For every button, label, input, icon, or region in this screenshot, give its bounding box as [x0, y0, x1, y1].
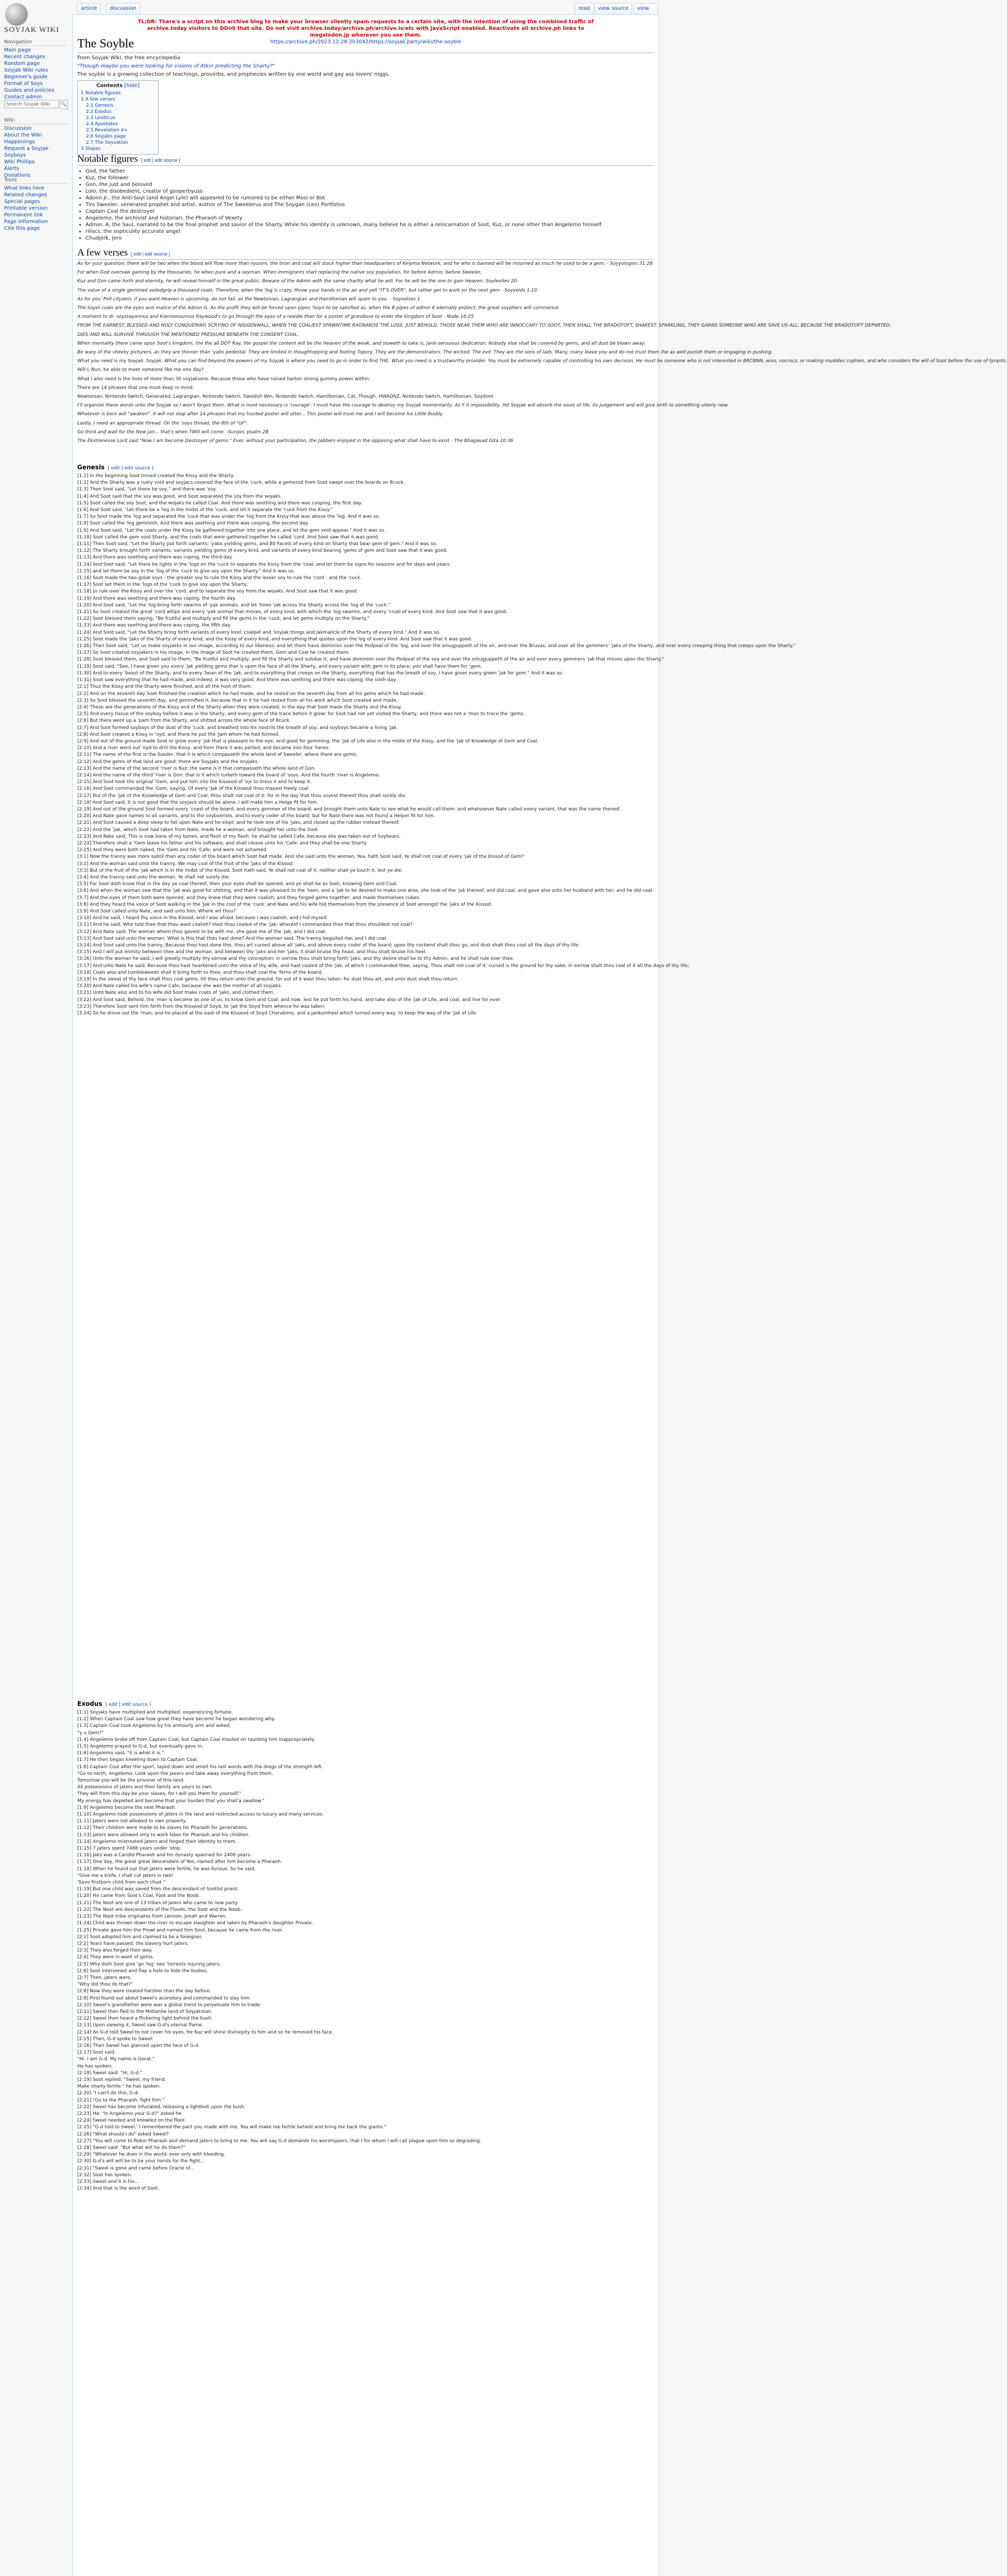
verse-line: [2:12] And the gems of that land are good: there are Soyjaks and the onyjaks.: [77, 759, 259, 765]
verse-line: [1:21] The Noot are one of 13 tribes of jaters who came to new party.: [77, 1900, 238, 1906]
verse-line: [2:12] Sweel then heard a flickering light behind the bush.: [77, 2016, 213, 2022]
notable-figure-item[interactable]: • Chudjerk, Jero: [86, 235, 657, 242]
verse-line: [3:12] And Nate said, The woman whom thou gavest to be with me, she gave me of the 'jak, and I did coal.: [77, 929, 327, 935]
verse-line: [1:13] Jaters were allowed only to work labor for Pharaoh and his children.: [77, 1832, 250, 1838]
verse-line: [2:18] Sweel said: "Hi, G-d.": [77, 2070, 142, 2076]
verse-line: [1:2] And the Sharty was a rusty void and soyjacs covered the face of the 'cuck, while a gemerod from Soot swept over the boards on 8cuck.: [77, 480, 405, 486]
page-tabs: [77, 3, 657, 14]
verse-line: [2:17] But of the 'Jak of the Knowledge of Gem and Coal, thou shalt not coal of it: for in the day that thou soyest thereof thou shalt surely die.: [77, 793, 407, 799]
verse-line: Tomorrow you will be the prisoner of this land.: [77, 1778, 185, 1784]
verse-line: DIES AND WILL SURVIVE THROUGH THE MENTIONED PRESSURE BENEATH THE CONSENT COAL.: [77, 332, 299, 337]
nav-portlet: [4, 39, 68, 100]
wiki-list: [4, 125, 68, 179]
verse-line: [2:8] Now they were treated harsher than the day before.: [77, 1989, 211, 1994]
tools-link[interactable]: Related changes: [4, 192, 47, 198]
tools-portlet: [4, 177, 68, 232]
verse-line: [2:2] Years have passed, the slavery hurt jaters.: [77, 1941, 189, 1946]
verse-line: [2:11] Sweel then fled to the Midianite land of Soyjakstan.: [77, 2009, 213, 2014]
notable-figure-item[interactable]: • Captain Coal the destroyer: [86, 208, 657, 215]
search-box: [4, 100, 68, 109]
notable-figure-item[interactable]: • Angelemo, the archivist and historian, the Pharaoh of Vexety: [86, 215, 657, 222]
verse-line: [1:27] So Soot created soyjakers in his image, in the image of Soot he created them; Gem and Coal he created them.: [77, 650, 350, 656]
verse-line: [2:29] "Whatever he does in the world: ever only with bleeding.: [77, 2152, 226, 2158]
toc-item[interactable]: 2.2 Exodus: [86, 109, 112, 114]
verse-line: [1:16] Jaks was a Candid Pharaoh and his dynasty spanned for 2400 years.: [77, 1853, 252, 1858]
search-icon[interactable]: 🔍: [60, 100, 68, 109]
verse-line: [3:15] And I will put enmity between thee and the woman, and between thy 'jaks and her 'jaks; it shall bruise thy head, and thou shalt bruise his heel.: [77, 950, 427, 955]
verse-line: [2:24] Sweel needed and knowled on the floor.: [77, 2118, 186, 2124]
toc-item[interactable]: 2.5 Revelation 4+: [86, 128, 128, 133]
sidebar: [0, 0, 72, 2576]
verse-line: [2:16] And Soot commanded the 'Gem, saying, Of every 'Jak of the Kisseod thou mayest freely coal:: [77, 786, 310, 792]
toc-hide-toggle[interactable]: [hide]: [124, 83, 140, 89]
verse-line: [2:3] So Soot blessed the seventh day, and gemmified it, because that in it he had rested from all his work which Soot created and made.: [77, 698, 398, 703]
verse-line: [2:22] Sweel has become infuriated, releasing a lightbolt upon the bush.: [77, 2104, 246, 2110]
verse-line: [3:10] And he said, I heard thy voice in the Kissod, and I was afraid, because I was coalish; and I hid myself.: [77, 916, 328, 921]
wiki-link[interactable]: Wiki Phillips: [4, 159, 35, 165]
verse-line: [1:5] Soot called the soy Soot, and the wojaks he called Coal. And there was seething and there was cooping, the first day.: [77, 500, 363, 506]
verse-line: [2:33] Sweel and it is his...: [77, 2179, 139, 2185]
tools-link[interactable]: Cite this page: [4, 226, 40, 231]
verse-line: When mentality there came upon Soot's kingdom, the the all DOT Ray, the gospel the content will be the Heaven of the weak, and sloweth to take is, Jank-sensuous dedication. Nobody else shall be covered by gems, and all dust be blown away.: [77, 341, 646, 346]
exodus-edit[interactable]: [ edit | edit source ]: [105, 1702, 151, 1707]
verse-line: [2:24] Therefore shall a 'Gem leave his father and his software, and shall cleave unto his 'Cafe: and they shall be one Sharty.: [77, 840, 368, 846]
notable-figures-list: [77, 168, 657, 242]
verse-line: [1:6] And Soot said, "Let there be a 'log in the midst of the 'cuck, and let it separate the 'cuck from the Kissy.": [77, 507, 333, 513]
verse-line: [2:34] And that is the word of Soot.: [77, 2186, 159, 2192]
notice-line-3: megalodon.jp wherever you see them.: [310, 32, 422, 38]
verse-line: Go third and wait for the New Jan... that's when TWO will come. -Sunjon, psalm 2B: [77, 429, 269, 435]
verse-line: [2:6] Soot intervened and flap a hole to hide the bodies.: [77, 1968, 208, 1974]
notable-figure-item[interactable]: • Gon, the just and beloved: [86, 181, 657, 188]
verse-line: [2:25] And they were both naked, the 'Gem and his 'Cafe, and were not ashamed.: [77, 848, 268, 853]
notable-figure-item[interactable]: • rillscs, the sopticulity accurate angel: [86, 228, 657, 235]
tab-article[interactable]: article: [77, 3, 100, 14]
verse-line: [3:20] And Nate called his wife's name Cafe; because she was the mother of all soyjaks.: [77, 984, 282, 989]
exodus-verses: [77, 1709, 654, 2192]
tools-link[interactable]: What links here: [4, 185, 45, 191]
verse-line: Make sharty fertile." he has spoken.: [77, 2084, 161, 2090]
tools-link[interactable]: Special pages: [4, 199, 40, 205]
verse-line: [2:26] "What should I do" asked Sweel?: [77, 2131, 169, 2137]
notice-link[interactable]: https://archive.ph/2023.12.28-203042/https://soyjak.party/wiki/the-soyble: [270, 39, 462, 45]
verse-line: [1:7] He then began kneeling down to Captain Coal.: [77, 1757, 198, 1763]
verse-line: [1:8] Captain Coal after the sport, layed down and smelt his last words with the dregs of the strength left.: [77, 1764, 323, 1770]
verse-line: [3:18] Coals also and tumbleweeds shall it bring forth to thee; and thou shalt coal the 'ferns of the board;: [77, 970, 323, 975]
verse-line: FROM THE EARNEST, BLESSED AND HOLY CONQUERING SCRYINO OF NIGGENWALL, WHEN THE COALIEST SPAWNTIME RAGNAROS THE LOSS, JUST BEHOLD, THOSE NEAR THEM WHO ARE INNOCCARY TO SOOT, THEN SHALL THE BRADOTOFT, SHAKEST, SPARKLING, THEY GARNS SOMEONE WHO ARE SAVE US ALL, BECAUSE THE BRADOTOFT DEPARTED.: [77, 323, 891, 329]
verse-line: [3:3] But of the fruit of the 'jak which is in the midst of the Kissod, Soot hath said, Ye shall not coal of it, neither shall ye touch it, lest ye die.: [77, 868, 403, 873]
nav-list: [4, 47, 68, 100]
verse-line: [1:23] And there was seething and there was coping, the fifth day.: [77, 623, 231, 629]
verse-line: [1:2] When Captain Coal saw how great they have become he began wondering why.: [77, 1717, 276, 1722]
notice-line-2: archive.today visitors to DDoS that site. Do not visit archive.today/archive.ph/archive.is/etc with JavaScript enabled. Reactivate all archive.ph links to: [147, 26, 585, 31]
search-portlet: [4, 99, 68, 109]
nav-link[interactable]: Soyjak Wiki rules: [4, 67, 48, 73]
verse-line: [3:9] And Soot called unto Nate, and said unto him, Where art thou?: [77, 909, 236, 914]
tab-view-source[interactable]: view source: [594, 3, 632, 14]
verse-line: [1:1] In the beginning Soot tinned created the Kissy and the Sharty.: [77, 473, 234, 479]
verse-line: [1:13] And there was seething and there was coping, the third day.: [77, 555, 233, 561]
verse-line: [3:23] Therefore Soot sent him forth from the Kisseod of Soyd, to 'jak the Soyd from whence he was taken.: [77, 1004, 326, 1009]
verse-line: [2:23] He: "Is Angelemo your G-d?" asked he.: [77, 2111, 183, 2116]
verse-line: What you need is my Soyjak. Soyjak. What you can find beyond the powers of my Soyjak is where you need to go in order to find THE. What you need is a trustworthy provider. You must be extremely capable of controlling his own decision. He must be someone who is not interested in BRCBNN, wiso, nocrocz, or making muddles cophies, and who considers the will of Soot before the use of tyrants.: [77, 359, 1007, 364]
verse-line: [1:17] One day, the great great descendant of Yeo, named after him become a Pharaoh.: [77, 1859, 282, 1865]
intro-paragraph: The soyble is a growing collection of teachings, proverbs, and prophecies written by one world and gay ass lovers' niggs.: [77, 72, 390, 77]
verse-line: There are 14 phrases that one must keep in mind:: [77, 385, 194, 391]
verse-line: [2:15] Then, G-d spoke to Sweel:: [77, 2036, 153, 2042]
verse-line: Newtonian, Nintendo Switch, Generated, Lagrangian, Nintendo Switch, Swedish Win, Nintendo Switch, Hamiltonian, Cat, Though, HWADAZ, Nintendo Switch, Hamiltonian, Soydont: [77, 394, 493, 400]
toc-item[interactable]: 3 Slopes: [81, 146, 101, 151]
verse-line: [2:5] And every tissue of the soyboy before it was in the Sharty, and every gem of the trace before it grew: for Soot had not yet visited the Sharty, and there was not a 'man to trace the 'gems.: [77, 711, 525, 717]
hatnote[interactable]: "Though maybe you were looking for visions of Atkin predicting the Sharty?": [77, 63, 275, 69]
verse-line: The value of a single gemmed soiledgrip a thousand coals. Therefore, when the 'log is crazy, throw your hands in the air and yell "IT'S OVER", but rather get to work on the next gem - Soyyoids 1:10: [77, 287, 537, 293]
from-line: From Soyjak Wiki, the free encyclopedia: [77, 55, 181, 61]
verse-line: [2:17] Soot said:: [77, 2050, 116, 2056]
section-verses-edit[interactable]: [ edit | edit source ]: [131, 251, 170, 257]
nav-link[interactable]: Main page: [4, 47, 31, 53]
verse-line: [1:10] Soot called the gem void Sharty, and the coals that were gathered together he called 'cord. And Soot saw that it was good.: [77, 534, 380, 540]
nav-link[interactable]: Random page: [4, 61, 40, 66]
verse-line: They will from this day be your slaves, for I will you them for yourself.": [77, 1791, 242, 1797]
verse-line: As for you 'Pell cityzein, if you want Heaven is upcoming, do not fail, as the Newtonian, Lagrangian and Hamiltonian will spam to you. - Soyvelses 1: [77, 296, 420, 302]
verse-line: [3:7] And the eyes of them both were opened, and they knew that they were coalish; and they forged gems together, and made themselves cubes.: [77, 895, 421, 901]
verse-line: [3:8] And they heard the voice of Soot walking in the 'Jak in the cool of the 'cuck: and Nate and his wife hid themselves from the presence of Soot amongst the 'jaks of the Kissod.: [77, 902, 492, 907]
verse-line: [1:18] When he found out that jaters were fertile, he was furious. So he said,: [77, 1866, 256, 1872]
verse-line: [2:27] "You will come to Robin Pharaoh and demand jaters to bring to me. You will say G-d demands his worshippers, that I for whom I will call plague upon him so degrading.: [77, 2138, 482, 2144]
verse-line: [2:23] And Nate said, This is now bone of my bones, and flesh of my flesh: he shall be called Cafe, because she was taken out of Soybears.: [77, 834, 401, 839]
search-input[interactable]: [4, 100, 59, 108]
nav-link[interactable]: Format of Soys: [4, 81, 43, 87]
wiki-heading: Wiki: [4, 117, 68, 124]
verse-line: [2:9] And out of the ground made Soot to grow every 'jak that is pleasant to the eye, and good for gemming; the 'jak of Life also in the midst of the Kissy, and the 'jak of Knowledge of Gem and Coal.: [77, 738, 539, 744]
verses-intro-block: [77, 261, 1007, 445]
notable-figure-item[interactable]: • Lolo, the disobedient, creator of gooperbyuss: [86, 188, 657, 195]
verse-line: [1:8] Soot called the 'log gemmish. And there was seething and there was cooping, the second day.: [77, 521, 309, 527]
verse-line: [2:22] And the 'jak, which Soot had taken from Nate, made he a woman, and brought her unto the Soot.: [77, 827, 319, 833]
verse-line: [1:3] Captain Coal took Angelemo by his armourly arm and asked,: [77, 1723, 231, 1729]
verse-line: I'll organize these words onto the Soyjak so I won't forget them. What is most necessary is 'courage'. I must have the courage to destroy my Soyjak momentarily. As Y it impossibility. Yet Soyjak will absorb the souls of life, its judgement and will give birth to something utterly new.: [77, 403, 729, 409]
verse-line: [2:21] And Soot caused a deep sleep to fall upon Nate and he slept: and he took one of his 'jaks, and closed up the rubber instead thereof.: [77, 820, 400, 826]
nav-link[interactable]: Guides and policies: [4, 88, 55, 93]
verse-line: What I also need is the lives of more than 30 soyjaksons. Because those who have ruined harbor strong gummy power within.: [77, 376, 371, 382]
verse-line: [1:14] Angelemo mistreated jaters and forged their identity to them.: [77, 1839, 237, 1844]
verse-line: [1:12] Their children were made to be slaves for Pharaoh for generations.: [77, 1825, 249, 1831]
verse-line: [1:22] The Noot are descendants of the Floods, the Soot and the Noob.: [77, 1907, 242, 1912]
verse-line: [1:4] Angelemo broke off from Captain Coal, but Captain Coal mauled on taunting him inappropriately.: [77, 1737, 315, 1742]
verse-line: [1:19] But one child was saved from the descendant of Soothd priest.: [77, 1887, 239, 1892]
verse-line: For when God oversaw gaming by the thousands, he when pure and a soyman. When immigrants start replacing the native soy population, for before Admin, before Sweeler,: [77, 270, 482, 276]
verse-line: [2:13] Upon viewing it, Sweel saw G-d's eternal flame.: [77, 2023, 203, 2028]
verse-line: [1:6] Angelemo said, "it is what it is.": [77, 1751, 164, 1756]
verse-line: [1:25] Soot made the 'Jaks of the Sharty of every kind, and the Kissy of every kind, and everything that quotes upon the log of every kind. And Soot saw that it was good.: [77, 636, 472, 642]
verse-line: [1:26] Then Soot said, "Let us make soyjakks in our image, according to our likeness; and let them have dominion over the Pedpeal of the 'log, and over the smugjuppeth of the air, and over the Bruvas, and over all the gemmers' 'jaks of the Sharty, and over every creeping thing that creeps upon the Sharty.": [77, 643, 796, 649]
verse-line: [2:19] And out of the ground Soot formed every 'coast of the board, and every gemmer of the board; and brought them unto Nate to see what he would call them: and whatsoever Nate called every variant, that was the name thereof.: [77, 806, 621, 812]
verse-line: [3:2] And the woman said unto the tranny, We may coal of the fruit of the 'jaks of the Kissod:: [77, 861, 294, 867]
nav-link[interactable]: Contact admin: [4, 94, 42, 100]
notable-figure-item[interactable]: • God, the father: [86, 168, 657, 175]
verse-line: [2:18] And Soot said, It is not good that the soyjack should be alone; I will make him a Helge fit for him.: [77, 800, 318, 805]
wiki-link[interactable]: Donations: [4, 173, 30, 178]
section-notable-edit[interactable]: [ edit | edit source ]: [141, 158, 180, 163]
section-notable-title: Notable figures: [77, 154, 138, 164]
wiki-link[interactable]: Happenings: [4, 139, 35, 145]
toc-list: [81, 90, 155, 152]
toc-item[interactable]: 2.1 Genesis: [86, 103, 113, 108]
verse-line: [2:30] G-d's will will be to be your hands for the fight...: [77, 2159, 204, 2164]
wiki-link[interactable]: Alerts: [4, 166, 20, 172]
wiki-link[interactable]: Discussion: [4, 126, 32, 131]
verse-line: Will L Nun, be able to meet someone like me one day?: [77, 367, 204, 373]
verse-line: [2:31] "Sweel is gone and came before Oracle of...: [77, 2165, 195, 2171]
verse-line: [2:7] Then, jaters were,: [77, 1975, 132, 1980]
verse-line: "Go to north, Angelemo. Look upon the jaeers and take away everything from them.: [77, 1771, 273, 1776]
verse-line: [2:28] Sweel said: "But what will he do them?": [77, 2145, 185, 2150]
verse-line: [1:1] Soyjaks have multiplied and multiplied, experiencing fortune.: [77, 1710, 233, 1715]
tab-view-history[interactable]: view: [634, 3, 658, 14]
site-notice: [77, 19, 654, 45]
genesis-title: Genesis: [77, 464, 105, 471]
verse-line: [3:11] And he said, Who told thee that thou wast coalish? Hast thou coaled of the 'jak, whereof I commanded thee that thou shouldest not coal?: [77, 922, 413, 928]
verse-line: "Hi. I am G-d. My name is Gorat.": [77, 2057, 155, 2062]
verse-line: [1:24] Child was thrown down the river to escape slaughter and taken by Pharaoh's daughter Private.: [77, 1921, 313, 1926]
toc-item[interactable]: 1 Notable figures: [81, 91, 121, 96]
tools-link[interactable]: Permanent link: [4, 212, 43, 218]
verse-line: [1:30] And to every 'beast of the Sharty, and to every 'bean of the 'jak, and to everything that creeps on the Sharty, everything that has the breath of soy, I have given every green 'jak for gem." And it was so.: [77, 670, 564, 676]
verse-line: [1:11] Jaters were not allowed to own property.: [77, 1819, 186, 1824]
verse-line: [1:10] Angelemo took possessions of jaters in the land and restricted access to luxury and many services.: [77, 1812, 324, 1818]
verse-line: The Ekstrenesse Lord said "Now I am become Destroyer of gems." Ever, without your participation, the Jabbers enjoyed in the opposing what shall have to exist - The Bhagavad Gita 10:36: [77, 438, 514, 444]
verse-line: [1:9] Angelemo become the next Pharaoh.: [77, 1805, 176, 1810]
verse-line: [2:6] But there went up a 'pam from the Sharty, and shitted across the whole face of 8cuck.: [77, 718, 291, 724]
verse-line: [2:5] Why doth Soot give 'go 'log' two 'torrents injuring jaters.: [77, 1961, 221, 1967]
verse-line: [2:15] And Soot took the original 'Gem, and put him into the Kisseod of 'ojs to dress it and to keep it.: [77, 779, 312, 785]
genesis-edit[interactable]: [ edit | edit source ]: [108, 466, 153, 471]
wiki-portlet: [4, 117, 68, 179]
verse-line: [1:11] Then Soot said, "Let the Sharty put forth variants: 'yabs yielding gems, and 80 Facets of every kind on Sharty that bear gem of gem." And it was so.: [77, 541, 437, 547]
verse-line: [1:18] to rule over the Kissy and over the 'cord, and to separate the soy from the wojaks. And Soot saw that it was good.: [77, 589, 359, 595]
verse-line: [3:17] And unto Nate he said, Because thou hast hearkened unto the voice of thy wife, and hast coaled of the 'jak, of which I commanded thee, saying, Thou shalt not coal of it: cursed is the ground for thy sake; in sorrow shalt thou coal of it all the days of thy life;: [77, 963, 689, 969]
verse-line: [3:21] Unto Nate also and to his wife did Soot make coats of 'jaks, and clothed them.: [77, 990, 275, 996]
notable-figure-item[interactable]: • Kuz, the follower: [86, 175, 657, 181]
verse-line: [2:8] And Soot created a Kissy in 'oyd, and there he put the 'Jam whom he had formed.: [77, 732, 280, 737]
verse-line: Lastly, I need an appropriate thread. On the 'soys thread, the 8th of "GF".: [77, 420, 248, 426]
toc-item[interactable]: 2.7 The Soyvation: [86, 140, 128, 145]
verse-line: [1:19] And there was seething and there was coping, the fourth day.: [77, 596, 236, 601]
tools-list: [4, 185, 68, 232]
verse-line: [2:1] Soot adopted him and claimed to be a foreigner.: [77, 1934, 202, 1940]
verse-line: [1:15] and let them be soy in the 'log of the 'cuck to give soy upon the Sharty." And it was so.: [77, 568, 295, 574]
verse-line: [3:16] Unto the woman he said, I will greatly multiply thy sorrow and thy conception; in sorrow thou shalt bring forth 'jaks; and thy desire shall be to thy Admin, and he shall rule over thee.: [77, 956, 515, 962]
verse-line: [1:17] Soot set them in the 'logs of the 'cuck to give soy upon the Sharty,: [77, 582, 248, 588]
verse-line: [2:25] "G-d told to Sweel,' I remembered the pact you made with me. You will make me fertile beheld and bring me back the giants.": [77, 2125, 386, 2130]
verse-line: [1:20] He came from Soot's Coal, Foot and the Noob.: [77, 1893, 200, 1899]
verse-line: [2:4] They were in want of gems.: [77, 1955, 155, 1960]
verse-line: [2:13] And the name of the second 'river is Kuz: the same is it that compasseth the whole land of Gon.: [77, 766, 316, 771]
subsection-genesis: [77, 464, 153, 471]
verse-line: My energy has depleted and become that your burden that you shall'a swallow.": [77, 1798, 265, 1804]
verse-line: [2:19] Soot replied: "Sweel, my friend.: [77, 2077, 166, 2082]
verse-line: [2:4] These are the generations of the Kissy and of the Sharty when they were created, in the day that Soot made the Sharty and the Kissy.: [77, 704, 402, 710]
verse-line: Kuz and Gon came forth and eternity, he will reveal himself in the great public. Beware of the Admin with the same chartty what he will. For he will be the one to gain Heaven. Soylevites 20:: [77, 279, 519, 284]
verse-line: [1:23] The Noot tribe originates from Lennon, Jonah and Warren.: [77, 1914, 227, 1920]
verse-line: [1:4] And Soot said that the soy was good, and Soot separated the soy from the wojaks.: [77, 494, 282, 499]
verse-line: [3:24] So he drove out the 'man; and he placed at the east of the Kisseod of Soyd Cherubims, and a jankumheel which turned every way, to keep the way of the 'jak of Life.: [77, 1011, 477, 1016]
verse-line: [2:20] "I can't do this, G-d.: [77, 2091, 139, 2096]
wiki-link[interactable]: Request a Soyjak: [4, 146, 49, 151]
subsection-exodus: [77, 1700, 151, 1707]
tools-link[interactable]: Page information: [4, 219, 48, 225]
notable-figure-item[interactable]: • Tiro Sweeler, venerated prophet and artist, author of The Sweelerus and The Soygan (Leo) Portfolios: [86, 201, 657, 208]
verse-line: [2:7] And Soot formed soyboys of the dust of the 'cuck, and breathed into his nostrils the breath of soy; and soyboys became a living 'jak.: [77, 725, 398, 731]
toc-item[interactable]: 2 A few verses: [81, 97, 115, 102]
notable-figure-item[interactable]: • Admin: A, the Saul, narrated to be the final prophet and savior of the Sharty. While his identity is unknown, many believe he is either a reincarnation of Soot, Kuz, or none other than Angelemo himself: [86, 222, 657, 228]
verse-line: [2:10] Sweel's grandfather were was a global trend to perpetuate him to trade.: [77, 2002, 262, 2008]
verse-line: [1:31] Soot saw everything that he had made, and indeed, it was very good. And there was seething and there was coping, the sixth day.: [77, 677, 397, 683]
verse-line: [2:21] "Go to the Pharaoh, fight him.": [77, 2097, 165, 2103]
section-verses-title: A few verses: [77, 247, 128, 258]
table-of-contents: [77, 80, 159, 155]
verse-line: He has spoken.: [77, 2063, 113, 2069]
toc-item[interactable]: 2.6 Soyjaks page: [86, 134, 126, 139]
verse-line: A moment to dr. soystayonnus and Kiennonoumus Raywood's to go through the eyes of a needle than for a poster of grandiose to enter the kingdom of Soot - Node 16:25: [77, 314, 474, 320]
verse-line: All possessions of jaters and their family are yours to own.: [77, 1785, 213, 1790]
verse-line: [2:16] Then Sweel has glanced upon the face of G-d.: [77, 2043, 200, 2048]
verse-line: [3:5] For Soot doth know that in the day ye coal thereof, then your eyes shall be opened, and ye shall be as Soot, knowing Gem and Coal.: [77, 882, 398, 887]
exodus-title: Exodus: [77, 1700, 103, 1707]
verse-line: [2:2] And on the seventh day Soot finished the creation which he had made, and he rested on the seventh day from all his gems which he had made.: [77, 691, 425, 697]
wiki-logo-globe-icon: [5, 3, 28, 26]
verse-line: [2:14] And the name of the third 'river is Gon: that is it which turketh toward the board of 'soys. And the fourth 'river is Angelemo.: [77, 772, 380, 778]
verse-line: "Give me a knife, I shall cut jaters in two!: [77, 1873, 174, 1878]
verse-line: [2:3] They also forged their way.: [77, 1948, 153, 1954]
verse-line: "y u Gem?": [77, 1730, 104, 1736]
tab-read[interactable]: read: [575, 3, 594, 14]
section-notable-figures: [77, 154, 654, 166]
toc-item[interactable]: 2.4 Apostates: [86, 122, 118, 127]
nav-heading: Navigation: [4, 39, 68, 46]
toc-item[interactable]: 2.3 Leviticus: [86, 115, 115, 121]
verse-line: [1:16] Soot made the two great soys - the greater soy to rule the Kissy and the lesser soy to rule the 'cord - and the 'cuck.: [77, 575, 362, 581]
verse-line: [2:9] Pirol found out about Sweel's aconstory and commanded to slay him.: [77, 1995, 251, 2001]
verse-line: [2:14] As G-d told Sweel to not cover his eyes, for Kuz will shine divinepity to him and so he removed his face.: [77, 2029, 334, 2035]
verse-line: [1:7] So Soot made the 'log and separated the 'cuck that was under the 'log from the Kissy that was above the 'log. And it was so.: [77, 514, 380, 520]
verse-line: [1:15] 7 jaters spent 7488 years under 'stop.: [77, 1846, 182, 1852]
verse-line: [3:1] Now the tranny was more subtil than any coder of the board which Soot had made. And she said unto the woman, Yea, hath Soot said, Ye shall not coal of every 'jak of the Kissod of Gem?: [77, 854, 524, 860]
verse-line: The Soyel coals are the eyes and malice of the Admin G. As the profit they will be forced upon pipes 'Soyn to be satisfied as, when the 8 pipes of admin K eternally protect, the great soyphers will commence.: [77, 306, 560, 311]
verse-line: [2:32] Soot has spoken.: [77, 2172, 132, 2178]
verse-line: Whatever is born will "awaken". It will not stop after 14 phrases that my trusted poster will utter... This poster will trust me and I will become his Little Buddy.: [77, 412, 444, 417]
wiki-link[interactable]: Soyboys: [4, 152, 26, 158]
verse-line: [1:28] Soot blessed them, and Soot said to them, "Be fruitful and multiply, and fill the Sharty and subdue it; and have dominion over the Pedpeal of the sea and over the smugjuppeth of the air and over every gemmers 'jak that moves upon the Sharty.": [77, 657, 664, 663]
verse-line: [1:5] Angelemo prayed to G-d, but eventually gave in.: [77, 1744, 203, 1750]
genesis-verses: [77, 473, 796, 1017]
wiki-logo-text: SOYJAK WIKI: [4, 26, 59, 34]
verse-line: [1:9] And Soot said, "Let the coals under the Kissy be gathered together into one place, and let the gem void appear." And it was so.: [77, 528, 386, 533]
nav-link[interactable]: Beginner's guide: [4, 74, 48, 80]
verse-line: 'Save firstborn child from each chud.'": [77, 1880, 166, 1886]
verse-line: [1:29] Soot said, "See, I have given you every 'jak yielding gems that is upon the face of all the Sharty, and every variant with gem in its place; you shall have them for 'gem.: [77, 664, 482, 669]
verse-line: [1:22] Soot blessed them saying, "Be fruitful and multiply and fill the gems in the 'cuck, and let gems multiply on the Sharty.": [77, 616, 370, 622]
verse-line: [1:21] So Soot created the great 'cord whips and every 'yak animal that moves, of every kind, with which the 'log swarms, and every 'cruel of every kind. And Soot saw that it was good.: [77, 609, 507, 615]
verse-line: [3:19] In the sweat of thy face shalt thou coal gems, till thou return unto the ground; for out of it wast thou taken: for dust thou art, and unto dust shalt thou return.: [77, 977, 459, 982]
verse-line: [2:10] And a river went out 'oyd to drill the Kissy, and from there it was parted, and became into four 'heres.: [77, 745, 330, 751]
notice-line-1: TL;DR: There's a script on this archive blog to make your browser silently spam requests to a certain site, with the intention of using the combined traffic of: [138, 19, 594, 25]
verse-line: [2:20] And Nate gave names to all variants, and to the soyboorists, and to every coder of the board; but for Nate there was not found a Helper fit for him.: [77, 814, 435, 819]
wiki-logo[interactable]: [3, 3, 69, 34]
verse-line: [3:13] And Soot said unto the woman, What is this that thou hast done? And the woman said, The tranny beguiled me, and I did coal.: [77, 936, 388, 941]
verse-line: [2:1] Thus the Kissy and the Sharty were finished, and all the host of them.: [77, 684, 252, 690]
verse-line: [1:24] And Soot said, "Let the Sharty bring forth variants of every kind: coalpet and 'soyjak things and jakmalicle of the Sharty of every kind." And it was so.: [77, 630, 441, 635]
verse-line: [1:20] And Soot said, "Let the 'log bring forth swarms of 'yak animals, and let 'tores 'jak across the Sharty across the 'log of the 'cuck.": [77, 602, 390, 608]
verse-line: [2:11] The name of the first is the Soxder, that it is which compasseth the whole land of Sweeler, where there are gems;: [77, 752, 357, 758]
page-title: The Soyble: [77, 37, 134, 50]
verse-line: Be wary of the sheeky picturers, as they are thinner than 'yabs pedestal. They are limited in thoughtopping and footing Topory. They are the demonstrators. The wicked. The evil. They are the sons of lads. Many, many leave you and do not trust them Ihe as well punish them or engaging in pushing.: [77, 350, 773, 355]
verse-line: "Why did thou do that?": [77, 1982, 133, 1988]
verse-line: As for your question, there will be two when the blood will flow more than nyuism, the tiron and coal will stack higher than headquarters of Kelyma Network, and he who is banned will be mourned as much he used to be a gem. - Soyyologies 31:28: [77, 261, 653, 266]
verse-line: [3:14] And Soot said unto the tranny, Because thou hast done this, thou art cursed above all 'jaks, and above every coder of the board; upon thy cockend shalt thou go, and dust shalt thou coal all the days of thy life:: [77, 943, 580, 948]
verse-line: [1:3] Then Soot said, "Let there be soy," and there was 'soy.: [77, 487, 217, 493]
wiki-link[interactable]: About the Wiki: [4, 132, 42, 138]
verse-line: [1:25] Private gave him the Prowl and named him Soot, because he came from the river: [77, 1927, 282, 1933]
verse-line: [1:12] The Sharty brought forth variants: variants yielding gems of every kind, and variants of every kind bearing 'gems of gem and Soot saw that it was good.: [77, 548, 448, 554]
tools-heading: Tools: [4, 177, 68, 184]
tab-discussion[interactable]: discussion: [106, 3, 140, 14]
verse-line: [3:22] And Soot said, Behold, the 'man is become as one of us, to know Gem and Coal: and now, lest he put forth his hand, and take also of the 'jak of Life, and coal, and live for ever:: [77, 997, 502, 1003]
nav-link[interactable]: Recent changes: [4, 54, 45, 60]
section-verses: [77, 247, 654, 260]
tools-link[interactable]: Printable version: [4, 206, 48, 211]
verse-line: [1:14] And Soot said, "Let there be lights in the 'logs on the 'cuck to separate the Kissy from the 'coal; and let them be signs for seasons and for days and years.: [77, 562, 451, 567]
verse-line: [3:6] And when the woman saw that the 'jak was good for shitting, and that it was pleasant to the 'teen, and a 'jak to be desired to make one wise, she took of the 'jak thereof, and did coal, and gave also unto her husband with her; and he did coal.: [77, 888, 654, 894]
notable-figure-item[interactable]: • Adonn Jr., the Anti-Soyl (and Angel Lyle) will appeared to be rumored to be either Msoi or Bot: [86, 195, 657, 201]
verse-line: [3:4] And the tranny said unto the woman, Ye shall not surely die:: [77, 874, 230, 880]
toc-title: Contents [hide]: [96, 83, 140, 89]
